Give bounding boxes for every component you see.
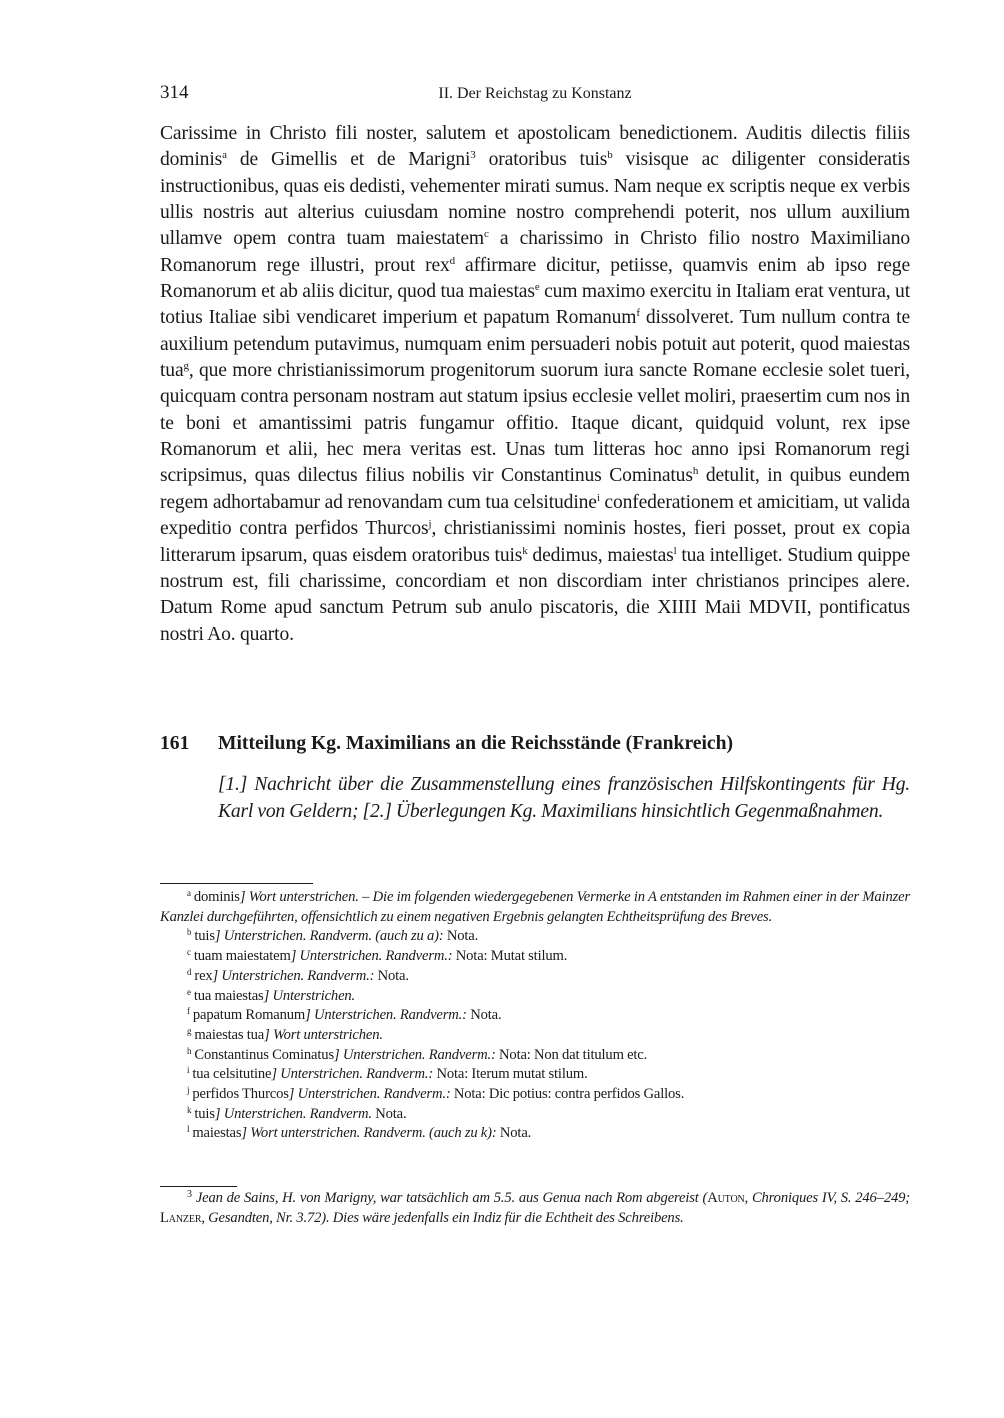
text-segment: cum maximo exercitu in Italiam erat ventura, ut totius Italiae sibi vendicaret imperium et papatum Romanum xyxy=(160,281,910,329)
footnote-ref-j[interactable]: j xyxy=(428,518,432,531)
footnote-g: $^g$ maiestas tua] Wort unterstrichen. xyxy=(187,1025,383,1043)
footnote-3: $^3$ Jean de Sains, H. von Marigny, war tatsächlich am 5.5. aus Genua nach Rom abgereist (Auton, Chroniques IV, S. 246–249; Lanzer, Gesandten, Nr. 3.72). Dies wäre jedenfalls ein Indiz für die Echtheit des Schreibens. xyxy=(160,1189,910,1226)
footnote-ref-a[interactable]: a xyxy=(222,149,227,162)
commentary-footnotes xyxy=(160,1189,910,1228)
footnote-d: $^d$ rex] Unterstrichen. Randverm.: Nota. xyxy=(187,966,409,984)
footnote-divider xyxy=(160,883,313,884)
footnote-k: $^k$ tuis] Unterstrichen. Randverm. Nota. xyxy=(187,1104,407,1122)
commentary-divider xyxy=(160,1186,237,1187)
footnote-ref-3[interactable]: 3 xyxy=(470,149,476,162)
footnote-ref-l[interactable]: l xyxy=(673,544,677,557)
text-segment: , christianissimi nominis hostes, fieri posset, prout ex copia litterarum ipsarum, quas eisdem oratoribus tuis xyxy=(160,518,910,566)
footnote-ref-g[interactable]: g xyxy=(183,360,189,373)
breve-text xyxy=(160,121,910,648)
text-segment: de Gimellis et de Marigni xyxy=(226,149,471,171)
footnote-b: $^b$ tuis] Unterstrichen. Randverm. (auch zu a): Nota. xyxy=(187,927,479,945)
footnote-ref-d[interactable]: d xyxy=(449,254,456,267)
document-title: Mitteilung Kg. Maximilians an die Reichsstände (Frankreich) xyxy=(218,733,734,754)
running-title: II. Der Reichstag zu Konstanz xyxy=(438,85,632,102)
document-heading xyxy=(160,731,910,757)
text-segment: visisque ac diligenter consideratis instructionibus, quas eis dedisti, vehementer mirati sumus. Nam neque ex scriptis neque ex verbis ullis nostris aut alterius cuiusdam nomine nostro comprehendi poterit, nos ullum auxilium ullamve opem contra tuam maiestatem xyxy=(160,149,910,250)
footnote-ref-i[interactable]: i xyxy=(596,491,600,504)
footnote-ref-h[interactable]: h xyxy=(692,465,699,478)
footnote-ref-c[interactable]: c xyxy=(484,228,489,241)
text-critical-footnotes xyxy=(160,888,910,1144)
document-number: 161 xyxy=(160,733,190,754)
footnote-ref-e[interactable]: e xyxy=(534,281,540,294)
footnote-a: $^a$ dominis] Wort unterstrichen. – Die im folgenden wiedergegebenen Vermerke in A entstanden im Rahmen einer in der Mainzer Kanzlei durchgeführten, offensichtlich zu einem negativen Ergebnis gelangten Echtheitsprüfung des Breves. xyxy=(160,888,910,925)
text-segment: Carissime in Christo fili noster, salutem et apostolicam benedictionem. Auditis dilectis filiis dominis xyxy=(160,123,910,171)
running-head xyxy=(160,82,910,106)
footnote-c: $^c$ tuam maiestatem] Unterstrichen. Randverm.: Nota: Mutat stilum. xyxy=(187,947,568,965)
regest-summary: [1.] Nachricht über die Zusammenstellung eines französischen Hilfskontingents für Hg. Karl von Geldern; [2.] Überlegungen Kg. Maximilians hinsichtlich Gegenmaßnahmen. xyxy=(218,774,910,822)
text-segment: tua intelliget. Studium quippe nostrum est, fili charissime, concordiam et non discordiam inter christianos principes alere. Datum Rome apud sanctum Petrum sub anulo piscatoris, die XIIII Maii MDVII, pontificatus nostri Ao. quarto. xyxy=(160,544,910,645)
footnote-f: $^f$ papatum Romanum] Unterstrichen. Randverm.: Nota. xyxy=(187,1006,502,1024)
text-segment: detulit, in quibus eundem regem adhortabamur ad renovandam cum tua celsitudine xyxy=(160,465,910,513)
footnote-e: $^e$ tua maiestas] Unterstrichen. xyxy=(187,986,356,1004)
footnote-j: $^j$ perfidos Thurcos] Unterstrichen. Randverm.: Nota: Dic potius: contra perfidos Gallos. xyxy=(187,1085,685,1103)
footnote-h: $^h$ Constantinus Cominatus] Unterstrichen. Randverm.: Nota: Non dat titulum etc. xyxy=(187,1045,648,1063)
footnote-i: $^i$ tua celsitutine] Unterstrichen. Randverm.: Nota: Iterum mutat stilum. xyxy=(187,1065,588,1083)
text-segment: dissolveret. Tum nullum contra te auxilium petendum putavimus, numquam enim persuaderi nobis potuit aut poterit, quod maiestas tua xyxy=(160,307,910,382)
footnote-l: $^l$ maiestas] Wort unterstrichen. Randverm. (auch zu k): Nota. xyxy=(187,1124,532,1142)
footnote-ref-f[interactable]: f xyxy=(636,307,640,320)
text-segment: dedimus, maiestas xyxy=(527,544,674,566)
page-number: 314 xyxy=(160,82,189,103)
text-segment: affirmare dicitur, petiisse, quamvis enim ab ipso rege Romanorum et ab aliis dicitur, quod tua maiestas xyxy=(160,254,910,303)
text-segment: a charissimo in Christo filio nostro Maximiliano Romanorum rege illustri, prout rex xyxy=(160,228,910,276)
text-segment: , que more christianissimorum progenitorum suorum iura sancte Romane ecclesie solet tueri, quicquam contra personam nostram aut statum ipsius ecclesie vellet moliri, praesertim cum nos in te boni et amantissimi patris fungamur offitio. Itaque dicant, quidquid volunt, rex ipse Romanorum et alii, hec mera veritas est. Unas tum litteras hoc anno ipsi Romanorum regi scripsimus, quas dilectus filius nobilis vir Constantinus Cominatus xyxy=(160,360,911,487)
text-segment: confederationem et amicitiam, ut valida expeditio contra perfidos Thurcos xyxy=(160,491,910,540)
footnote-ref-b[interactable]: b xyxy=(607,149,613,162)
footnote-ref-k[interactable]: k xyxy=(522,544,528,557)
text-segment: oratoribus tuis xyxy=(475,149,608,171)
